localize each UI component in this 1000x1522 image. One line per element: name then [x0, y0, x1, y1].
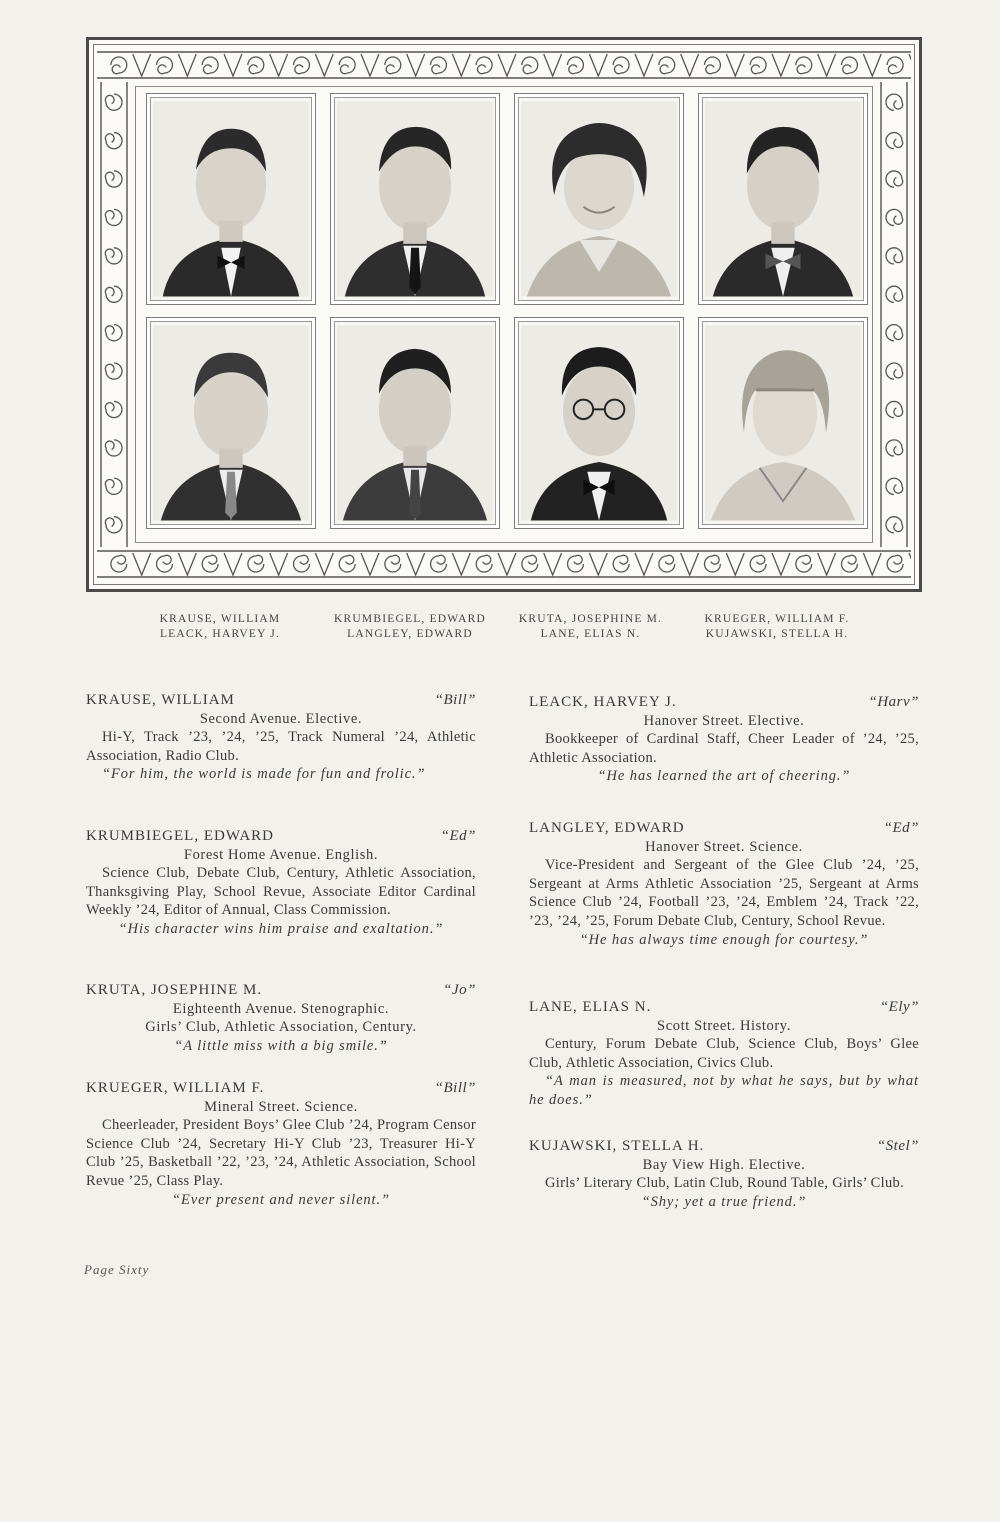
entry-langley-edward	[529, 819, 919, 949]
portrait-frame	[86, 37, 922, 592]
address-course: Bay View High. Elective.	[642, 1156, 806, 1173]
nickname: “Stel”	[876, 1138, 919, 1154]
activities: Science Club, Debate Club, Century, Athletic Association, Thanksgiving Play, School Revue, Associate Editor Cardinal Weekly ’24, Editor of Annual, Class Commission.	[86, 865, 476, 919]
activities: Century, Forum Debate Club, Science Club, Boys’ Glee Club, Athletic Association, Civics Club.	[529, 1036, 919, 1071]
quote: “He has always time enough for courtesy.”	[579, 931, 869, 948]
address-course: Eighteenth Avenue. Stenographic.	[172, 1000, 390, 1017]
student-name: KRAUSE, WILLIAM	[86, 692, 235, 708]
student-name: KRUMBIEGEL, EDWARD	[86, 828, 274, 844]
caption-column-2: KRUMBIEGEL, EDWARD LANGLEY, EDWARD	[334, 613, 486, 640]
portrait-kruta-josephine	[514, 93, 684, 305]
nickname: “Bill”	[434, 692, 476, 708]
ornament-border-right	[877, 82, 911, 547]
address-course: Mineral Street. Science.	[204, 1098, 358, 1115]
address-course: Forest Home Avenue. English.	[183, 846, 379, 863]
caption-column-3: KRUTA, JOSEPHINE M. LANE, ELIAS N.	[518, 613, 663, 640]
nickname: “Ed”	[440, 828, 476, 844]
student-name: KUJAWSKI, STELLA H.	[529, 1138, 705, 1154]
nickname: “Bill”	[434, 1080, 476, 1096]
portrait-langley-edward	[330, 317, 500, 529]
quote: “Ever present and never silent.”	[172, 1191, 390, 1208]
quote: “His character wins him praise and exaltation.”	[118, 920, 444, 937]
nickname: “Ely”	[879, 999, 919, 1015]
student-name: KRUTA, JOSEPHINE M.	[86, 982, 263, 998]
entry-krueger-william	[86, 1079, 476, 1209]
portrait-lane-elias	[514, 317, 684, 529]
entry-kruta-josephine	[86, 981, 476, 1055]
entry-leack-harvey	[529, 693, 919, 786]
entry-krause-william	[86, 691, 476, 784]
nickname: “Jo”	[443, 982, 476, 998]
caption-column-1: KRAUSE, WILLIAM LEACK, HARVEY J.	[159, 613, 281, 640]
entry-lane-elias	[529, 998, 919, 1110]
nickname: “Harv”	[868, 694, 919, 710]
page-number: Page Sixty	[84, 1262, 150, 1277]
quote: “He has learned the art of cheering.”	[597, 768, 851, 785]
ornament-border-bottom	[97, 547, 911, 581]
portrait-krause-william	[146, 93, 316, 305]
portrait-krueger-william	[698, 93, 868, 305]
portrait-leack-harvey	[146, 317, 316, 529]
quote: “A little miss with a big smile.”	[174, 1037, 388, 1054]
address-course: Hanover Street. Elective.	[643, 712, 805, 729]
quote: “For him, the world is made for fun and frolic.”	[102, 766, 426, 783]
nickname: “Ed”	[883, 820, 919, 836]
activities: Cheerleader, President Boys’ Glee Club ’24, Program Censor Science Club ’24, Secretary Hi-Y Club ’23, Treasurer Hi-Y Club ’25, Basketball ’22, ’23, ’24, Athletic Association, School Revue ’25, Class Play.	[86, 1117, 476, 1189]
student-name: LANGLEY, EDWARD	[529, 820, 685, 836]
student-name: LEACK, HARVEY J.	[529, 694, 677, 710]
activities: Girls’ Club, Athletic Association, Century.	[145, 1019, 417, 1036]
activities: Hi-Y, Track ’23, ’24, ’25, Track Numeral ’24, Athletic Association, Radio Club.	[86, 729, 476, 764]
student-name: KRUEGER, WILLIAM F.	[86, 1080, 265, 1096]
caption-column-4: KRUEGER, WILLIAM F. KUJAWSKI, STELLA H.	[704, 613, 850, 640]
quote: “A man is measured, not by what he says, but by what he does.”	[529, 1073, 919, 1108]
portrait-kujawski-stella	[698, 317, 868, 529]
address-course: Second Avenue. Elective.	[199, 710, 363, 727]
address-course: Hanover Street. Science.	[645, 838, 803, 855]
ornament-border-left	[97, 82, 131, 547]
address-course: Scott Street. History.	[657, 1017, 791, 1034]
entry-kujawski-stella	[529, 1137, 919, 1211]
activities: Bookkeeper of Cardinal Staff, Cheer Leader of ’24, ’25, Athletic Association.	[529, 731, 919, 766]
entry-krumbiegel-edward	[86, 827, 476, 939]
student-name: LANE, ELIAS N.	[529, 999, 652, 1015]
activities: Girls’ Literary Club, Latin Club, Round Table, Girls’ Club.	[545, 1175, 905, 1192]
activities: Vice-President and Sergeant of the Glee Club ’24, ’25, Sergeant at Arms Athletic Association ’25, Sergeant at Arms Science Club ’24, Football ’23, ’24, Emblem ’24, Track ’22, ’23, ’24, ’25, Forum Debate Club, Century, School Revue.	[529, 857, 919, 929]
ornament-border-top	[97, 48, 911, 82]
quote: “Shy; yet a true friend.”	[641, 1193, 807, 1210]
portrait-krumbiegel-edward	[330, 93, 500, 305]
